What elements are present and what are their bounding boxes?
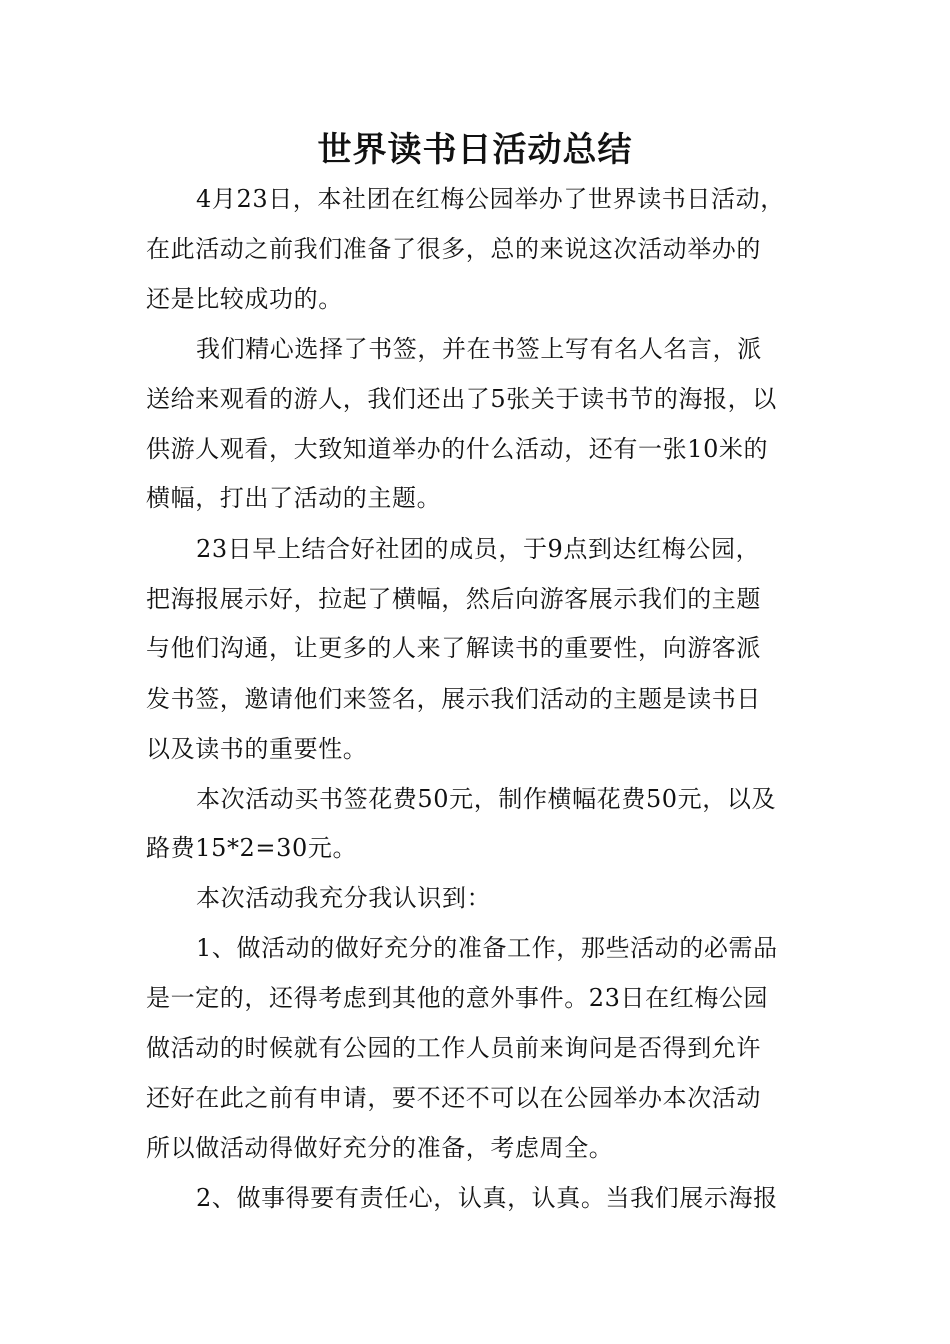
text-line: 与他们沟通，让更多的人来了解读书的重要性，向游客派 [146,634,761,662]
text-line: 本次活动我充分我认识到： [196,884,492,912]
text-line: 供游人观看，大致知道举办的什么活动，还有一张10米的 [146,435,769,463]
text-line: 1、做活动的做好充分的准备工作，那些活动的必需品 [196,934,778,962]
text-line: 23日早上结合好社团的成员，于9点到达红梅公园， [196,535,761,563]
text-line: 横幅，打出了活动的主题。 [146,484,442,512]
text-line: 4月23日，本社团在红梅公园举办了世界读书日活动， [196,185,785,213]
text-line: 路费15*2=30元。 [146,834,358,862]
text-line: 做活动的时候就有公园的工作人员前来询问是否得到允许 [146,1034,761,1062]
text-line: 在此活动之前我们准备了很多，总的来说这次活动举办的 [146,235,761,263]
text-line: 发书签，邀请他们来签名，展示我们活动的主题是读书日 [146,685,761,713]
text-line: 还好在此之前有申请，要不还不可以在公园举办本次活动 [146,1084,761,1112]
text-line: 以及读书的重要性。 [146,735,368,763]
text-line: 2、做事得要有责任心，认真，认真。当我们展示海报 [196,1184,778,1212]
document-title: 世界读书日活动总结 [317,130,633,170]
text-line: 我们精心选择了书签，并在书签上写有名人名言，派 [196,335,762,363]
text-line: 所以做活动得做好充分的准备，考虑周全。 [146,1134,614,1162]
text-line: 送给来观看的游人，我们还出了5张关于读书节的海报，以 [146,385,777,413]
text-line: 是一定的，还得考虑到其他的意外事件。23日在红梅公园 [146,984,769,1012]
text-line: 本次活动买书签花费50元，制作横幅花费50元，以及 [196,785,777,813]
text-line: 还是比较成功的。 [146,285,343,313]
text-line: 把海报展示好，拉起了横幅，然后向游客展示我们的主题 [146,585,761,613]
